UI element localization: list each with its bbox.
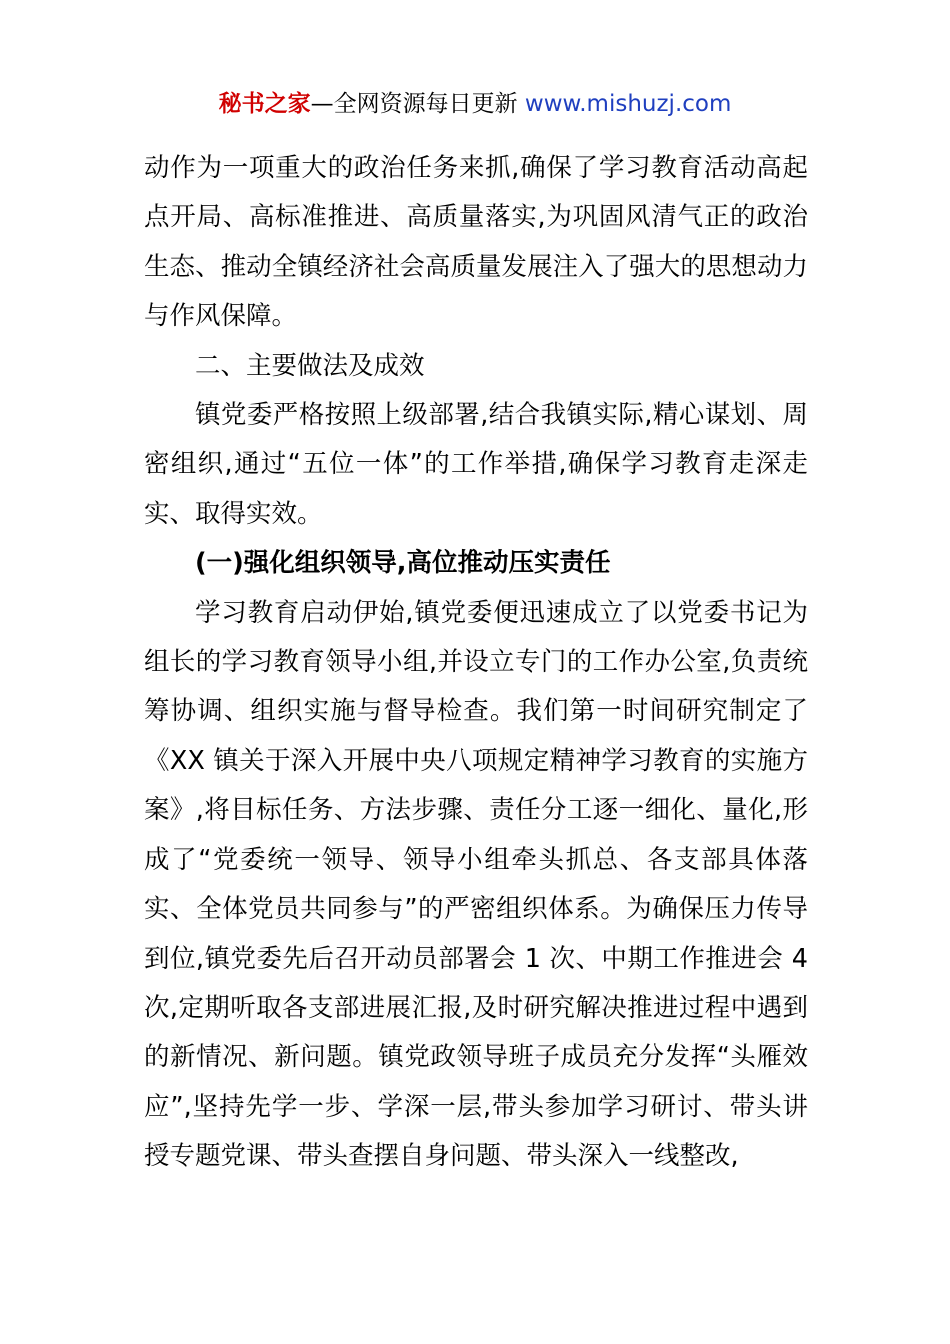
paragraph-intro: 镇党委严格按照上级部署,结合我镇实际,精心谋划、周密组织,通过“五位一体”的工作举措,确保学习教育走深走实、取得实效。: [144, 400, 808, 529]
header-url-link[interactable]: www.mishuzj.com: [524, 91, 732, 117]
document-body: [144, 144, 808, 1182]
subsection-heading: (一)强化组织领导,高位推动压实责任: [195, 548, 611, 579]
paragraph-body: 学习教育启动伊始,镇党委便迅速成立了以党委书记为组长的学习教育领导小组,并设立专门的工作办公室,负责统筹协调、组织实施与督导检查。我们第一时间研究制定了《XX 镇关于深入开展中央八项规定精神学习教育的实施方案》,将目标任务、方法步骤、责任分工逐一细化、量化,形成了“党委统一领导、领导小组牵头抓总、各支部具体落实、全体党员共同参与”的严密组织体系。为确保压力传导到位,镇党委先后召开动员部署会 1 次、中期工作推进会 4 次,定期听取各支部进展汇报,及时研究解决推进过程中遇到的新情况、新问题。镇党政领导班子成员充分发挥“头雁效应”,坚持先学一步、学深一层,带头参加学习研讨、带头讲授专题党课、带头查摆自身问题、带头深入一线整改,: [144, 597, 808, 1172]
page-header: [0, 88, 950, 120]
paragraph-continuation: 动作为一项重大的政治任务来抓,确保了学习教育活动高起点开局、高标准推进、高质量落实,为巩固风清气正的政治生态、推动全镇经济社会高质量发展注入了强大的思想动力与作风保障。: [144, 153, 808, 332]
section-heading: 二、主要做法及成效: [195, 350, 425, 381]
header-tagline: —全网资源每日更新: [310, 91, 525, 117]
header-brand: 秘书之家: [218, 91, 311, 117]
